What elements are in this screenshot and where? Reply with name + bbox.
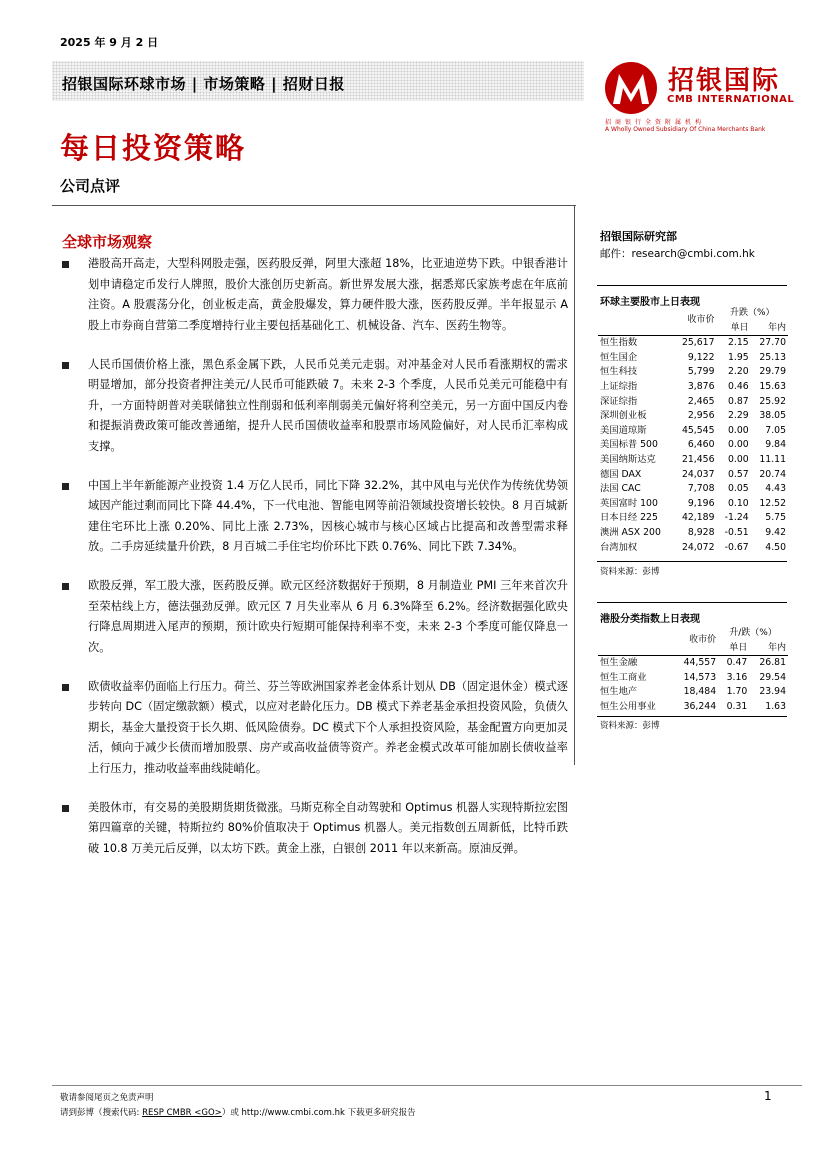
col-day: 单日 bbox=[729, 642, 748, 653]
divider bbox=[597, 716, 787, 717]
bloomberg-code-link[interactable]: RESP CMBR <GO> bbox=[142, 1108, 222, 1118]
cell-day: 2.20 bbox=[727, 366, 749, 378]
divider bbox=[597, 602, 787, 603]
cell-price: 18,484 bbox=[683, 686, 717, 698]
table-row bbox=[598, 395, 788, 410]
table-row bbox=[598, 526, 788, 541]
cell-ytd: 29.79 bbox=[759, 366, 786, 378]
column-divider bbox=[574, 205, 575, 765]
cell-day: -1.24 bbox=[724, 512, 749, 524]
table-title: 港股分类指数上日表现 bbox=[600, 614, 700, 625]
table-row bbox=[598, 468, 788, 483]
cell-price: 42,189 bbox=[681, 512, 715, 524]
cell-day: 0.46 bbox=[727, 380, 749, 392]
table-row bbox=[598, 409, 788, 424]
col-price: 收市价 bbox=[687, 315, 715, 326]
table-source: 资料来源：彭博 bbox=[600, 721, 660, 731]
table-row bbox=[598, 511, 788, 526]
cell-price: 25,617 bbox=[681, 337, 715, 349]
cell-ytd: 4.43 bbox=[765, 483, 786, 495]
cell-ytd: 1.63 bbox=[765, 700, 786, 712]
cell-ytd: 11.11 bbox=[759, 453, 786, 465]
cell-name: 恒生工商业 bbox=[600, 671, 647, 683]
cell-price: 14,573 bbox=[683, 671, 717, 683]
page-number: 1 bbox=[764, 1089, 772, 1103]
cell-name: 恒生指数 bbox=[600, 337, 638, 349]
cell-name: 美国道琼斯 bbox=[600, 424, 647, 436]
list-item bbox=[60, 254, 568, 336]
cell-day: 0.87 bbox=[727, 395, 749, 407]
cell-price: 2,465 bbox=[687, 395, 715, 407]
cell-name: 澳洲 ASX 200 bbox=[600, 526, 661, 538]
divider bbox=[52, 205, 576, 206]
footer-disclaimer: 敬请参阅尾页之免责声明 bbox=[60, 1093, 154, 1103]
bullet-square-icon bbox=[62, 684, 69, 691]
table-source: 资料来源：彭博 bbox=[600, 567, 660, 577]
cell-ytd: 38.05 bbox=[759, 410, 786, 422]
footer-divider bbox=[52, 1085, 802, 1086]
cell-ytd: 20.74 bbox=[759, 468, 786, 480]
cell-ytd: 15.63 bbox=[759, 380, 786, 392]
cell-price: 45,545 bbox=[681, 424, 715, 436]
cell-ytd: 23.94 bbox=[759, 686, 786, 698]
logo-english-name: CMB INTERNATIONAL bbox=[667, 94, 795, 105]
bullet-text: 港股高开高走，大型科网股走强，医药股反弹，阿里大涨超 18%，比亚迪逆势下跌。中银香港计划申请稳定币发行人牌照，股价大涨创历史新高。新世界发展大涨，据悉郑氏家族考虑在年底前注资。A 股震荡分化，创业板走高，黄金股爆发，算力硬件股大涨，医药股反弹。半年报显示 A 股上市券商自营第二季度增持行业主要包括基础化工、机械设备、汽车、医药生物等。 bbox=[88, 257, 568, 332]
cell-name: 恒生地产 bbox=[600, 686, 638, 698]
cell-price: 21,456 bbox=[681, 453, 715, 465]
table-row bbox=[598, 453, 788, 468]
cell-name: 德国 DAX bbox=[600, 468, 642, 480]
cell-day: 3.16 bbox=[726, 671, 748, 683]
logo-subsidiary-cn: 招商银行全资附属机构 bbox=[605, 119, 706, 126]
table-row bbox=[598, 700, 788, 715]
bullet-text: 中国上半年新能源产业投资 1.4 万亿人民币，同比下降 32.2%，其中风电与光伏作为传统优势领域因产能过剩而同比下降 44.4%，下一代电池、智能电网等前沿领域投资增长较快。8 月百城新建住宅环比上涨 0.20%、同比上涨 2.73%，因核心城市与核心区域占比提高和改善型需求释放。二手房延续量升价跌，8 月百城二手住宅均价环比下跌 0.76%、同比下跌 7.34%。 bbox=[88, 478, 568, 553]
table-row bbox=[598, 380, 788, 395]
divider bbox=[597, 285, 787, 286]
cell-day: 0.00 bbox=[727, 439, 749, 451]
table-header-row bbox=[598, 626, 788, 641]
footer-bloomberg bbox=[60, 1106, 416, 1118]
col-change: 升跌（%） bbox=[729, 308, 775, 318]
cell-day: 0.00 bbox=[727, 453, 749, 465]
cell-ytd: 27.70 bbox=[759, 337, 786, 349]
cell-name: 恒生公用事业 bbox=[600, 700, 656, 712]
list-item bbox=[60, 576, 568, 658]
bullet-text: 欧股反弹，军工股大涨，医药股反弹。欧元区经济数据好于预期，8 月制造业 PMI 三年来首次升至荣枯线上方，德法强劲反弹。欧元区 7 月失业率从 6 月 6.3%降至 6.2%。经济数据强化欧央行降息周期进入尾声的预期，预计欧央行短期可能保持利率不变，未来 2-3 个季度可能仅降息一次。 bbox=[88, 579, 568, 654]
cell-day: -0.67 bbox=[724, 541, 749, 553]
cell-day: 0.47 bbox=[726, 657, 748, 669]
cell-ytd: 25.13 bbox=[759, 351, 786, 363]
cell-price: 9,196 bbox=[687, 497, 715, 509]
cell-name: 美国纳斯达克 bbox=[600, 453, 656, 465]
list-item bbox=[60, 355, 568, 458]
col-ytd: 年内 bbox=[767, 322, 786, 333]
cell-price: 44,557 bbox=[683, 657, 717, 669]
bullet-square-icon bbox=[62, 362, 69, 369]
cell-day: 0.31 bbox=[726, 700, 748, 712]
cell-price: 6,460 bbox=[687, 439, 715, 451]
logo-subsidiary-en: A Wholly Owned Subsidiary Of China Merchants Bank bbox=[605, 126, 766, 133]
research-dept: 招银国际研究部 bbox=[600, 230, 677, 243]
table-row bbox=[598, 424, 788, 439]
table-row bbox=[598, 365, 788, 380]
col-day: 单日 bbox=[730, 322, 749, 333]
list-item bbox=[60, 677, 568, 780]
list-item bbox=[60, 476, 568, 558]
cmbi-logo-icon bbox=[603, 60, 663, 115]
cell-ytd: 25.92 bbox=[759, 395, 786, 407]
bullet-square-icon bbox=[62, 583, 69, 590]
table-header-row bbox=[598, 306, 788, 321]
cell-ytd: 5.75 bbox=[765, 512, 786, 524]
cell-name: 恒生科技 bbox=[600, 366, 638, 378]
cell-ytd: 29.54 bbox=[759, 671, 786, 683]
cell-price: 36,244 bbox=[683, 700, 717, 712]
page-subtitle: 公司点评 bbox=[60, 177, 121, 195]
cell-ytd: 9.42 bbox=[765, 526, 786, 538]
col-ytd: 年内 bbox=[767, 642, 786, 653]
table-row bbox=[598, 482, 788, 497]
cell-day: 0.57 bbox=[727, 468, 749, 480]
cell-day: 2.29 bbox=[727, 410, 749, 422]
cell-name: 台湾加权 bbox=[600, 541, 638, 553]
cell-name: 法国 CAC bbox=[600, 483, 641, 495]
table-row bbox=[598, 351, 788, 366]
cell-ytd: 9.84 bbox=[765, 439, 786, 451]
divider bbox=[597, 561, 787, 562]
table-row bbox=[598, 656, 788, 671]
footer-prefix: 请到彭博（搜索代码: bbox=[60, 1108, 143, 1118]
table-row bbox=[598, 671, 788, 686]
page-title: 每日投资策略 bbox=[60, 131, 247, 165]
cell-name: 英国富时 100 bbox=[600, 497, 658, 509]
footer-suffix: ）或 http://www.cmbi.com.hk 下载更多研究报告 bbox=[221, 1108, 416, 1118]
bullet-text: 人民币国债价格上涨，黑色系金属下跌，人民币兑美元走弱。对冲基金对人民币看涨期权的需求明显增加，部分投资者押注美元/人民币可能跌破 7。未来 2-3 个季度，人民币兑美元可能稳中有升，一方面特朗普对美联储独立性削弱和低利率削弱美元偏好将利空美元，另一方面中国反内卷和提振消费政策可能改善通缩，提升人民币国债收益率和股票市场风险偏好，对人民币汇率构成支撑。 bbox=[88, 357, 568, 453]
bullet-text: 欧债收益率仍面临上行压力。荷兰、芬兰等欧洲国家养老金体系计划从 DB（固定退休金）模式逐步转向 DC（固定缴款额）模式，以应对老龄化压力。DB 模式下养老基金承担投资风险，负债久期长，基金大量投资于长久期、低风险债券。DC 模式下个人承担投资风险，基金配置方向更加灵活，倾向于减少长债而增加股票、房产或高收益债等资产。养老金模式改革可能加剧长债收益率上行压力，推动收益率曲线陡峭化。 bbox=[88, 679, 568, 775]
breadcrumb: 招银国际环球市场 | 市场策略 | 招财日报 bbox=[62, 75, 345, 93]
logo-chinese-name: 招银国际 bbox=[668, 66, 781, 96]
report-date: 2025 年 9 月 2 日 bbox=[60, 36, 159, 49]
table-row bbox=[598, 685, 788, 700]
cell-price: 9,122 bbox=[687, 351, 715, 363]
cell-day: 1.95 bbox=[727, 351, 749, 363]
cell-name: 美国标普 500 bbox=[600, 439, 658, 451]
table-row bbox=[598, 336, 788, 351]
table-title: 环球主要股市上日表现 bbox=[600, 297, 700, 308]
cell-day: -0.51 bbox=[724, 526, 749, 538]
cell-price: 3,876 bbox=[687, 380, 715, 392]
cell-name: 深证综指 bbox=[600, 395, 638, 407]
table-row bbox=[598, 541, 788, 556]
cell-name: 日本日经 225 bbox=[600, 512, 658, 524]
cell-name: 恒生金融 bbox=[600, 657, 638, 669]
cell-day: 0.05 bbox=[727, 483, 749, 495]
table-row bbox=[598, 438, 788, 453]
cell-ytd: 4.50 bbox=[765, 541, 786, 553]
cell-price: 5,799 bbox=[687, 366, 715, 378]
global-markets-table bbox=[598, 306, 788, 555]
cell-ytd: 7.05 bbox=[765, 424, 786, 436]
cell-price: 24,037 bbox=[681, 468, 715, 480]
col-change: 升/跌（%） bbox=[729, 628, 777, 638]
cell-name: 深圳创业板 bbox=[600, 410, 647, 422]
col-price: 收市价 bbox=[689, 635, 717, 646]
bullet-square-icon bbox=[62, 483, 69, 490]
cell-price: 7,708 bbox=[687, 483, 715, 495]
section-title: 全球市场观察 bbox=[62, 233, 153, 251]
bullet-square-icon bbox=[62, 261, 69, 268]
cell-ytd: 26.81 bbox=[759, 657, 786, 669]
bullet-list bbox=[60, 254, 568, 878]
cell-ytd: 12.52 bbox=[759, 497, 786, 509]
cell-day: 1.70 bbox=[726, 686, 748, 698]
table-row bbox=[598, 497, 788, 512]
research-email[interactable]: 邮件：research@cmbi.com.hk bbox=[600, 248, 755, 260]
cell-day: 0.00 bbox=[727, 424, 749, 436]
bullet-text: 美股休市，有交易的美股期货期货微涨。马斯克称全自动驾驶和 Optimus 机器人实现特斯拉宏图第四篇章的关键，特斯拉约 80%价值取决于 Optimus 机器人。美元指数创五周新低，比特币跌破 10.8 万美元后反弹，以太坊下跌。黄金上涨，白银创 2011 年以来新高。原油反弹。 bbox=[88, 800, 568, 855]
cell-day: 2.15 bbox=[727, 337, 749, 349]
cell-price: 2,956 bbox=[687, 410, 715, 422]
cell-day: 0.10 bbox=[727, 497, 749, 509]
cell-name: 恒生国企 bbox=[600, 351, 638, 363]
bullet-square-icon bbox=[62, 805, 69, 812]
hk-sector-table bbox=[598, 626, 788, 715]
cell-price: 8,928 bbox=[687, 526, 715, 538]
cell-price: 24,072 bbox=[681, 541, 715, 553]
cell-name: 上证综指 bbox=[600, 380, 638, 392]
list-item bbox=[60, 798, 568, 860]
